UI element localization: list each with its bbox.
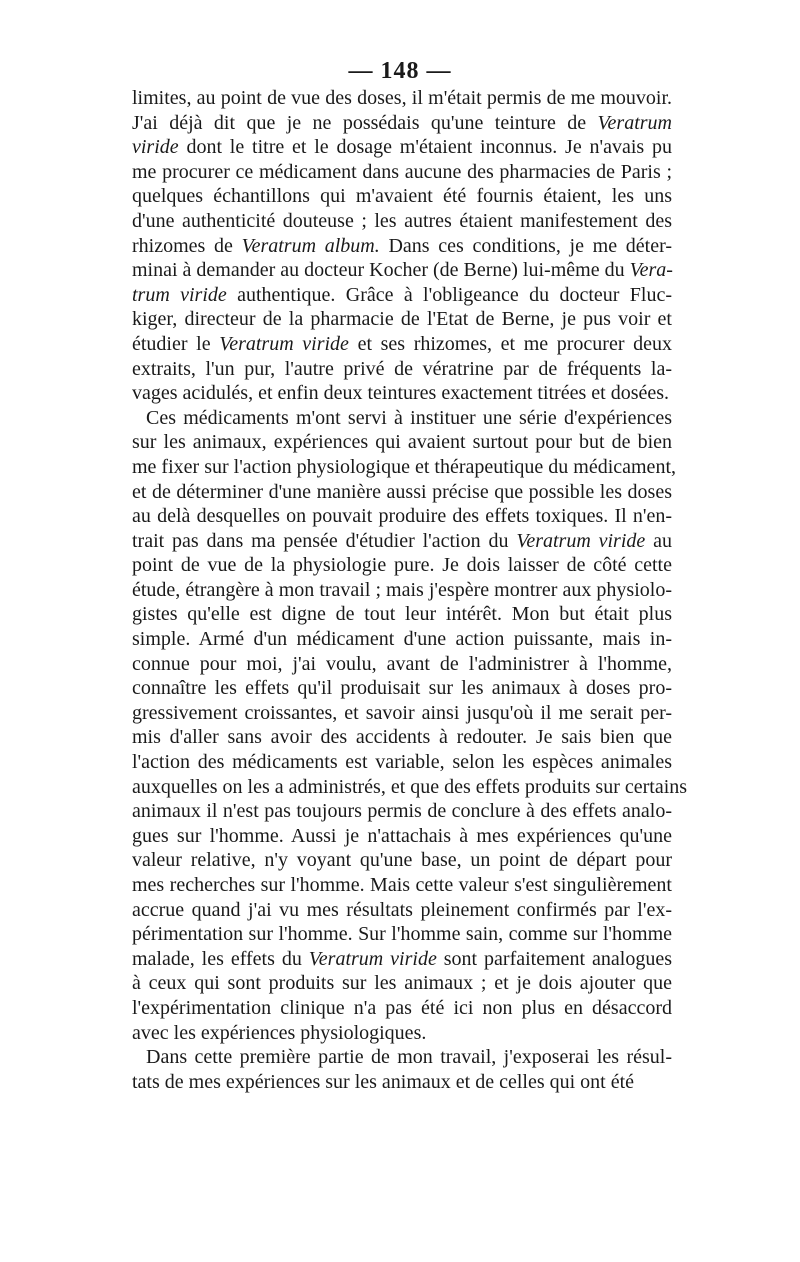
text-run: mis d'aller sans avoir des accidents à redouter. Je sais bien que — [132, 726, 672, 749]
text-run: l'expérimentation clinique n'a pas été ici non plus en désaccord — [132, 996, 672, 1019]
text-line — [132, 799, 672, 824]
text-line — [132, 898, 672, 923]
text-line — [132, 529, 672, 554]
text-run: me fixer sur l'action physiologique et thérapeutique du médicament, — [132, 455, 676, 478]
text-run: gues sur l'homme. Aussi je n'attachais à mes expériences qu'une — [132, 824, 672, 847]
text-line — [132, 1021, 672, 1046]
text-run: quelques échantillons qui m'avaient été fournis étaient, les uns — [132, 185, 672, 208]
text-line — [132, 111, 672, 136]
text-line — [132, 406, 672, 431]
text-run: rhizomes de — [132, 234, 242, 257]
text-line — [132, 775, 688, 800]
text-run: connue pour moi, j'ai voulu, avant de l'administrer à l'homme, — [132, 652, 672, 675]
italic-text-run: viride — [132, 136, 179, 159]
text-line — [132, 848, 672, 873]
italic-text-run: trum viride — [132, 283, 227, 306]
text-run: Dans ces conditions, je me déter- — [379, 234, 673, 257]
text-line — [132, 1070, 672, 1095]
text-run: valeur relative, n'y voyant qu'une base, un point de départ pour — [132, 849, 672, 872]
text-line — [132, 307, 672, 332]
text-run: J'ai déjà dit que je ne possédais qu'une teinture de — [132, 111, 598, 134]
italic-text-run: Vera- — [629, 259, 673, 282]
text-line — [132, 701, 672, 726]
text-run: l'action des médicaments est variable, selon les espèces animales — [132, 751, 672, 774]
text-line — [132, 873, 672, 898]
text-line — [132, 602, 672, 627]
text-line — [132, 578, 672, 603]
italic-text-run: Veratrum viride — [516, 529, 646, 552]
text-line — [132, 480, 672, 505]
text-line — [132, 652, 672, 677]
text-run: kiger, directeur de la pharmacie de l'Etat de Berne, je pus voir et — [132, 308, 672, 331]
text-run: minai à demander au docteur Kocher (de Berne) lui-même du — [132, 259, 630, 282]
text-run: point de vue de la physiologie pure. Je dois laisser de côté cette — [132, 554, 672, 577]
text-line — [132, 750, 672, 775]
text-line — [132, 283, 672, 308]
text-run: au delà desquelles on pouvait produire des effets toxiques. Il n'en- — [132, 505, 672, 528]
body-text — [132, 86, 688, 1094]
text-run: simple. Armé d'un médicament d'une action puissante, mais in- — [132, 628, 672, 651]
text-run: animaux il n'est pas toujours permis de conclure à des effets analo- — [132, 800, 672, 823]
text-run: authentique. Grâce à l'obligeance du docteur Fluc- — [226, 283, 672, 306]
text-run: vages acidulés, et enfin deux teintures exactement titrées et dosées. — [132, 382, 670, 405]
text-line — [132, 160, 672, 185]
text-run: tats de mes expériences sur les animaux et de celles qui ont été — [132, 1070, 635, 1093]
text-line — [132, 504, 672, 529]
italic-text-run: Veratrum — [597, 111, 672, 134]
text-run: périmentation sur l'homme. Sur l'homme sain, comme sur l'homme — [132, 923, 672, 946]
text-line — [132, 86, 672, 111]
text-run: étudier le — [132, 332, 220, 355]
text-run: et de déterminer d'une manière aussi précise que possible les doses — [132, 480, 672, 503]
text-line — [132, 135, 672, 160]
text-run: avec les expériences physiologiques. — [132, 1021, 427, 1044]
text-run: gressivement croissantes, et savoir ainsi jusqu'où il me serait per- — [132, 701, 672, 724]
text-line — [132, 725, 672, 750]
text-line — [132, 553, 672, 578]
text-line — [132, 209, 672, 234]
text-run: me procurer ce médicament dans aucune des pharmacies de Paris ; — [132, 160, 672, 183]
text-run: auxquelles on les a administrés, et que des effets produits sur certains — [132, 775, 688, 798]
text-line — [132, 381, 672, 406]
text-line — [132, 922, 672, 947]
text-run: malade, les effets du — [132, 947, 309, 970]
text-run: gistes qu'elle est digne de tout leur intérêt. Mon but était plus — [132, 603, 672, 626]
text-line — [132, 947, 672, 972]
text-line — [132, 357, 672, 382]
text-line — [132, 332, 672, 357]
text-run: connaître les effets qu'il produisait sur les animaux à doses pro- — [132, 677, 672, 700]
text-line — [132, 184, 672, 209]
text-line — [132, 258, 672, 283]
text-line — [132, 996, 672, 1021]
text-run: limites, au point de vue des doses, il m'était permis de me mouvoir. — [132, 87, 672, 109]
text-run: étude, étrangère à mon travail ; mais j'espère montrer aux physiolo- — [132, 578, 672, 601]
text-run: Dans cette première partie de mon travail, j'exposerai les résul- — [146, 1046, 672, 1069]
text-run: trait pas dans ma pensée d'étudier l'action du — [132, 529, 517, 552]
text-line — [132, 1045, 672, 1070]
text-line — [132, 824, 672, 849]
text-run: sont parfaitement analogues — [436, 947, 673, 970]
text-line — [132, 455, 676, 480]
text-run: à ceux qui sont produits sur les animaux ; et je dois ajouter que — [132, 972, 672, 995]
text-run: extraits, l'un pur, l'autre privé de vératrine par de fréquents la- — [132, 357, 672, 380]
italic-text-run: Veratrum viride — [308, 947, 437, 970]
italic-text-run: Veratrum album. — [241, 234, 380, 257]
italic-text-run: Veratrum viride — [219, 332, 349, 355]
text-line — [132, 234, 672, 259]
text-run: dont le titre et le dosage m'étaient inconnus. Je n'avais pu — [178, 136, 672, 159]
text-run: mes recherches sur l'homme. Mais cette valeur s'est singulièrement — [132, 874, 672, 896]
text-line — [132, 676, 672, 701]
text-line — [132, 627, 672, 652]
text-run: et ses rhizomes, et me procurer deux — [348, 332, 673, 355]
text-line — [132, 971, 672, 996]
text-run: d'une authenticité douteuse ; les autres étaient manifestement des — [132, 209, 672, 232]
page-number: — 148 — — [348, 58, 452, 84]
text-run: accrue quand j'ai vu mes résultats pleinement confirmés par l'ex- — [132, 898, 672, 921]
text-run: au — [645, 529, 672, 552]
text-run: Ces médicaments m'ont servi à instituer une série d'expériences — [146, 406, 672, 429]
text-run: sur les animaux, expériences qui avaient surtout pour but de bien — [132, 431, 672, 454]
text-line — [132, 430, 672, 455]
